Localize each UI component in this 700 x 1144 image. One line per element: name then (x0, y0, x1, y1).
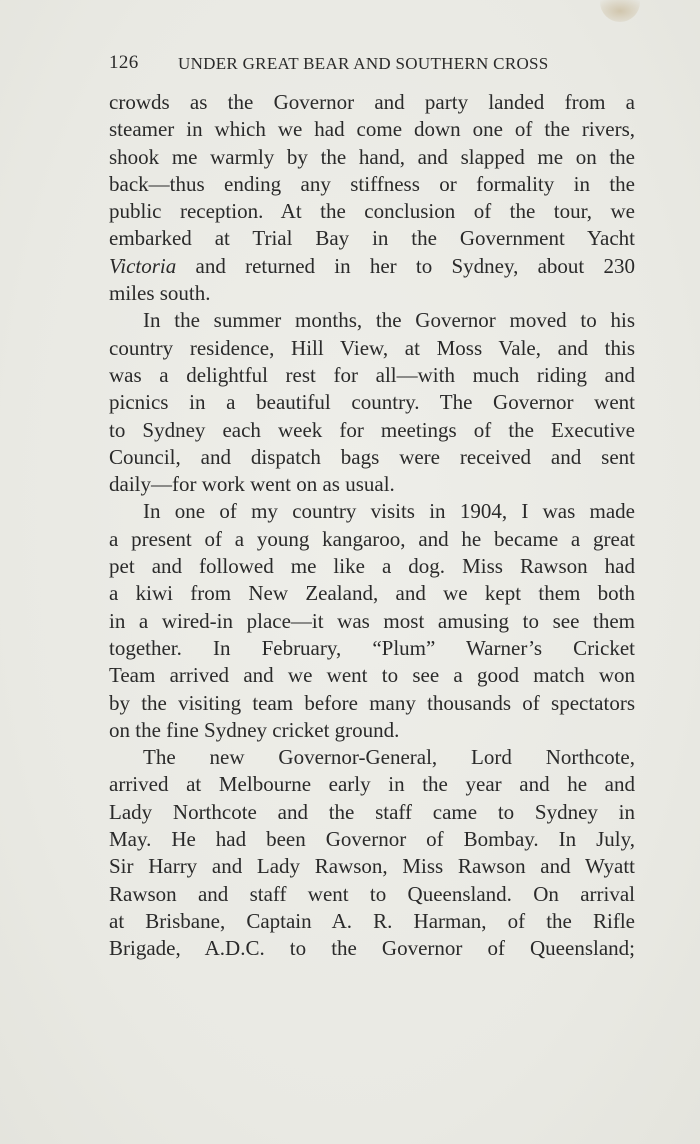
body-text (109, 89, 635, 963)
text-line: May. He had been Governor of Bombay. In July, (109, 827, 635, 852)
text-line: pet and followed me like a dog. Miss Rawson had (109, 554, 635, 579)
text-line: miles south. (109, 281, 211, 306)
text-fragment: and returned in her to Sydney, about 230 (195, 253, 635, 278)
text-line: shook me warmly by the hand, and slapped me on the (109, 144, 635, 169)
text-line: The new Governor-General, Lord Northcote, (143, 745, 635, 770)
text-line: Council, and dispatch bags were received and sent (109, 444, 635, 469)
text-line: arrived at Melbourne early in the year and he and (109, 772, 635, 797)
text-line: In the summer months, the Governor moved to his (143, 308, 635, 333)
text-line: Rawson and staff went to Queensland. On arrival (109, 881, 635, 906)
text-line: country residence, Hill View, at Moss Vale, and this (109, 335, 635, 360)
text-line-with-italic (109, 253, 635, 280)
text-line: to Sydney each week for meetings of the Executive (109, 417, 635, 442)
text-line: Brigade, A.D.C. to the Governor of Queensland; (109, 936, 635, 961)
page-number: 126 (109, 52, 139, 73)
text-line: was a delightful rest for all—with much riding and (109, 362, 635, 387)
text-line: by the visiting team before many thousands of spectators (109, 690, 635, 715)
text-line: daily—for work went on as usual. (109, 472, 395, 497)
text-line: together. In February, “Plum” Warner’s Cricket (109, 635, 635, 660)
text-line: a kiwi from New Zealand, and we kept them both (109, 581, 635, 606)
text-line: public reception. At the conclusion of the tour, we (109, 199, 635, 224)
text-line: at Brisbane, Captain A. R. Harman, of the Rifle (109, 908, 635, 933)
text-line: embarked at Trial Bay in the Government Yacht (109, 226, 635, 251)
text-line: Lady Northcote and the staff came to Sydney in (109, 799, 635, 824)
running-title: UNDER GREAT BEAR AND SOUTHERN CROSS (178, 54, 549, 73)
text-line: Sir Harry and Lady Rawson, Miss Rawson and Wyatt (109, 854, 635, 879)
text-line: steamer in which we had come down one of the rivers, (109, 117, 635, 142)
text-line: a present of a young kangaroo, and he became a great (109, 526, 635, 551)
text-line: crowds as the Governor and party landed from a (109, 90, 635, 114)
ship-name: Victoria (109, 253, 177, 278)
text-line: in a wired-in place—it was most amusing to see them (109, 608, 635, 633)
text-line: on the fine Sydney cricket ground. (109, 717, 400, 742)
text-line: In one of my country visits in 1904, I was made (143, 499, 635, 524)
text-line: picnics in a beautiful country. The Governor went (109, 390, 635, 415)
text-line: back—thus ending any stiffness or formality in the (109, 171, 635, 196)
running-head (109, 52, 635, 80)
text-line: Team arrived and we went to see a good match won (109, 663, 635, 688)
paper-stain (600, 0, 640, 22)
